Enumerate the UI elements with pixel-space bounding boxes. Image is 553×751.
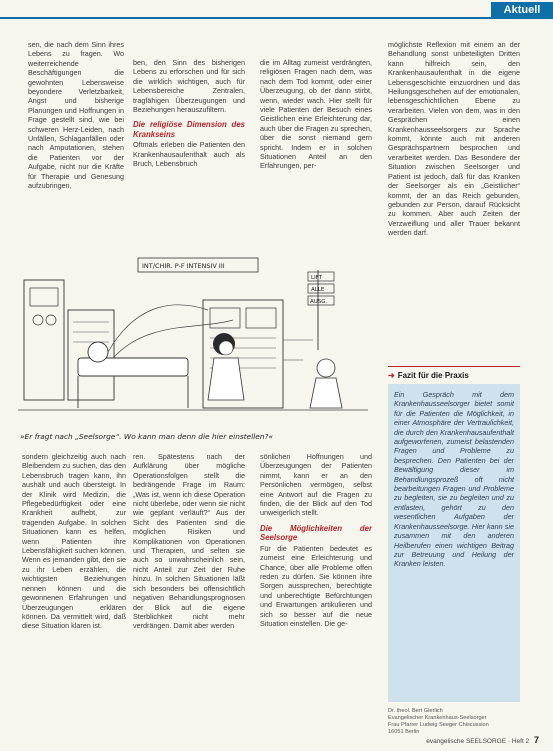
- paragraph: Für die Patienten bedeutet es zumeist eine Erleichterung und Chance, über alle Probleme offen reden zu dürfen. Sie können ihre Sorgen aussprechen, berechtigte und unberechtigte Befürchtungen und Erwartungen artikulieren und sich so besser auf die neue Situation einstellen. Die ge-: [260, 543, 372, 629]
- fazit-text: Ein Gespräch mit dem Krankenhausseelsorger bietet somit für die Patienten die Möglichkeit, in einer Atmosphäre der Vertraulichkeit, die durch den Krankenhausaufenthalt aufgeworfenen, zumeist belastenden Fragen und Probleme zu besprechen. Den Patienten bei der Bewältigung dieser im Behandlungsprozeß oft nicht bearbeitungen Fragen und Probleme zu begleiten, sie zu begleiten und zu entlasten, gehört zu den wesentlichen Aufgaben der Krankenhausseelsorge. Hier kann sie zusammen mit den anderen Heilberufen einen wichtigen Beitrag zur Betreuung und Heilung der Kranken leisten.: [394, 390, 514, 569]
- column-1-bottom: [22, 452, 126, 732]
- fazit-box: [388, 384, 520, 702]
- fazit-title: Fazit für die Praxis: [397, 371, 469, 380]
- column-4-top: [388, 40, 520, 350]
- paragraph: die im Alltag zumeist verdrängten, religiösen Fragen nach dem, was nach dem Tod kommt, oder einer Überzeugung, ob der dann stirbt, wenn, wieder wach. Hier stellt für viele Patienten der Besuch eines Geistlichen eine Erleichterung dar, auch über die Fragen zu sprechen, über die sonst niemand gern spricht. Indem er in solchen Situationen Anteil an den Erfahrungen, per-: [260, 58, 372, 171]
- signpost-label: ALLE: [311, 287, 325, 293]
- section-heading: Die Möglichkeiten der Seelsorge: [260, 523, 372, 543]
- door-sign: INT/CHIR. P-F INTENSIV III: [142, 262, 225, 270]
- column-3-top: [260, 58, 372, 238]
- section-tab: Aktuell: [491, 2, 553, 18]
- cartoon-caption: »Er fragt nach „Seelsorge“. Wo kann man denn die hier einstellen?«: [20, 432, 274, 441]
- paragraph: sönlichen Hoffnungen und Überzeugungen der Patienten nimmt, kann er an den Persönlichen vermögen, selbst eine Antwort auf die Fragen zu finden, die der Blick auf den Tod unweigerlich stellt.: [260, 452, 372, 518]
- paragraph: ren. Spätestens nach der Aufklärung über mögliche Operationsfolgen stellt die bedrängende Frage im Raum: „Was ist, wenn ich diese Operation nicht überlebe, oder wenn sie nicht wie geplant verläuft?“ Aus der Sicht des Patienten sind die möglichen Risiken und Komplikationen von Operationen und Therapien, und selten sie auch so unwahrscheinlich sein, nicht Anteil zur Zeit der Ruhe hinzu. In solchen Situationen läßt sich besonders bei offensichtlich negativen Behandlungsprognosen der Blick auf die eigene Sterblichkeit nicht mehr verdrängen. Damit aber werden: [133, 452, 245, 631]
- fazit-heading: [388, 366, 520, 380]
- page-footer: [426, 735, 539, 745]
- column-2-top: [133, 58, 245, 238]
- paragraph: sen, die nach dem Sinn ihres Lebens zu fragen. Wo weiterreichende Beschäftigungen die gewohnten Lebensweise beyondere Verletzbarkeit, Angst und bisherige Planungen und Hoffnungen in Frage gestellt sind, wie bei schweren Herz-Leiden, nach Unfällen, Schlaganfällen oder nach Amputationen, stehen die Patienten vor der Aufgabe, nicht nur die Kräfte für Therapie und Genesung aufzubringen,: [28, 40, 124, 191]
- paragraph: ben, den Sinn des bisherigen Lebens zu erforschen und für sich die wirklich wichtigen, auch für Lebensbereiche Zentralen, tragfähigen Überzeugungen und Beziehungen herauszufiltern.: [133, 58, 245, 115]
- column-1-top: [28, 40, 124, 238]
- paragraph: Oftmals erleben die Patienten den Krankenhausaufenthalt auch als Bruch, Lebensbruch: [133, 140, 245, 169]
- signpost-label: AUSG.: [310, 299, 328, 305]
- paragraph: sondern gleichzeitig auch nach Bleibendem zu suchen, das den Lebensbruch tragen kann, ihn aushält und auch übersteigt. In der Klinik wird Medizin, die Pflegebedürftigkeit oder eine Krankheit aufhebt, zur tragenden Aufgabe. In solchen Situationen kann es helfen, wenn Patienten ihre Lebensfähigkeit suchen können. Wenn es jemanden gibt, den sie zu ihr Leben erzählen, die wichtigsten Beziehungen nennen können und die gewonnenen Erfahrungen und Überzeugungen erklären können. Da vermittelt wird, daß diese Situation klaren ist.: [22, 452, 126, 631]
- section-heading: Die religiöse Dimension des Krankseins: [133, 120, 245, 139]
- column-3-bottom: [260, 452, 372, 732]
- author-info: Dr. theol. Bert Gierlich Evangelischer Krankenhaus-Seelsorger Frau Pfarrer Ludwig Seeger Chiscussion 16051 Berlin: [388, 708, 489, 735]
- cartoon-illustration: [18, 240, 368, 446]
- paragraph: möglichste Reflexion mit einem an der Behandlung sonst unbeteiligten Dritten kann hilfreich sein, den Krankenhausaufenthalt in die eigene Lebensgeschichte einzuordnen und das Heilungsgeschehen auf der emotionalen, lebensgeschichtlichen Ebene zu verarbeiten. Vielen von dem, was in den Gesprächen einen Krankenhausseelsorgers zur Sprache kommt, könnte auch mit anderen Gesprächspartnern besprochen und verarbeitet werden. Das Besondere der Situation zwischen Seelsorger und Patient ist jedoch, daß für das Kranken der Seelsorger als ein „Geistlicher“ kommt, der an das Reich gebunden, gebunden zur Person, darauf Rücksicht zu kommen. Aber auch Zeiten der Verzweiflung und aller Trauer bekannt werden darf.: [388, 40, 520, 238]
- arrow-icon: ➜: [388, 371, 395, 380]
- page-number: 7: [533, 735, 539, 745]
- journal-name: evangelische SEELSORGE · Heft 2: [426, 738, 530, 745]
- signpost-label: LIFT: [311, 275, 323, 281]
- header-rule: [0, 17, 553, 19]
- column-2-bottom: [133, 452, 245, 732]
